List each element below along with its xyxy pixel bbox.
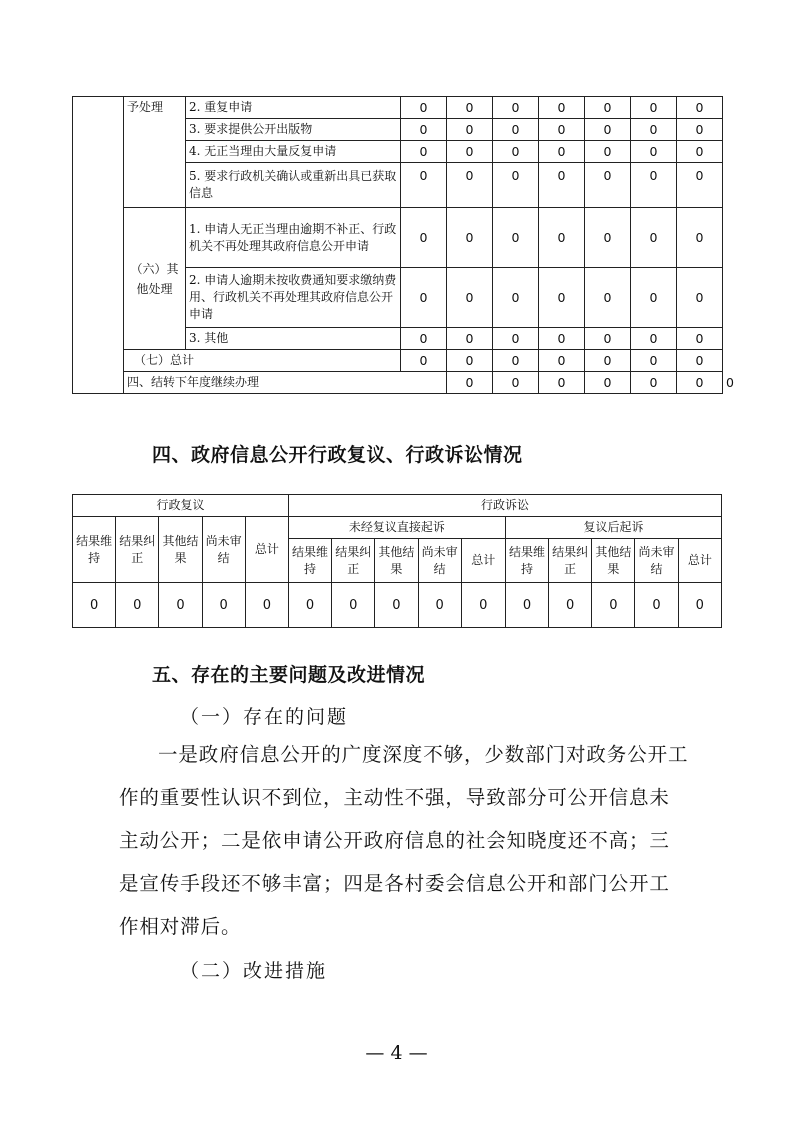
value-cell: 0 <box>678 583 721 628</box>
review-header: 行政复议 <box>73 495 289 517</box>
after-col-header: 其他结果 <box>592 539 635 583</box>
value-cell: 0 <box>539 268 585 328</box>
value-cell: 0 <box>447 372 493 394</box>
value-cell: 0 <box>585 119 631 141</box>
value-cell: 0 <box>493 163 539 208</box>
value-cell: 0 <box>677 119 723 141</box>
value-cell: 0 <box>401 163 447 208</box>
value-cell: 0 <box>585 208 631 268</box>
section-5-heading: 五、存在的主要问题及改进情况 <box>152 664 426 686</box>
after-review-header: 复议后起诉 <box>505 517 721 539</box>
value-cell: 0 <box>585 350 631 372</box>
value-cell: 0 <box>631 372 677 394</box>
value-cell: 0 <box>677 350 723 372</box>
total-row <box>73 350 723 372</box>
litigation-header: 行政诉讼 <box>288 495 721 517</box>
value-cell: 0 <box>539 97 585 119</box>
value-cell: 0 <box>539 372 585 394</box>
value-cell: 0 <box>539 141 585 163</box>
row-label: 1. 申请人无正当理由逾期不补正、行政机关不再处理其政府信息公开申请 <box>186 208 401 268</box>
value-cell: 0 <box>585 163 631 208</box>
value-cell: 0 <box>677 208 723 268</box>
review-litigation-table <box>72 494 722 628</box>
value-cell: 0 <box>493 208 539 268</box>
value-cell: 0 <box>202 583 245 628</box>
value-cell: 0 <box>401 208 447 268</box>
row-label: 四、结转下年度继续办理 <box>124 372 447 394</box>
value-cell: 0 <box>447 208 493 268</box>
section-4-heading: 四、政府信息公开行政复议、行政诉讼情况 <box>152 444 523 466</box>
carry-over-row: 四、结转下年度继续办理 0 0 0 0 0 0 0 <box>73 372 723 394</box>
value-cell: 0 <box>447 141 493 163</box>
value-row <box>73 583 722 628</box>
direct-col-header: 其他结果 <box>375 539 418 583</box>
row-label: 4. 无正当理由大量反复申请 <box>186 141 401 163</box>
value-cell: 0 <box>401 97 447 119</box>
value-cell: 0 <box>447 97 493 119</box>
value-cell: 0 <box>631 268 677 328</box>
value-cell: 0 <box>375 583 418 628</box>
value-cell: 0 <box>447 268 493 328</box>
header-row <box>73 495 722 517</box>
review-col-header: 结果维持 <box>73 517 116 583</box>
value-cell: 0 <box>585 328 631 350</box>
application-handling-table <box>72 96 734 394</box>
value-cell: 0 <box>401 328 447 350</box>
problems-subheading: （一）存在的问题 <box>180 706 349 728</box>
value-cell: 0 <box>401 350 447 372</box>
value-cell: 0 <box>73 583 116 628</box>
after-col-header: 尚未审结 <box>635 539 678 583</box>
value-cell: 0 <box>631 141 677 163</box>
table-row <box>73 208 723 268</box>
value-cell: 0 <box>539 163 585 208</box>
problems-paragraph: 一是政府信息公开的广度深度不够，少数部门对政务公开工作的重要性认识不到位，主动性不强，导致部分可公开信息未主动公开；二是依申请公开政府信息的社会知晓度还不高；三是宣传手段还不够丰富；四是各村委会信息公开和部门公开工作相对滞后。 <box>119 743 689 938</box>
value-cell: 0 <box>539 350 585 372</box>
row-label: 3. 要求提供公开出版物 <box>186 119 401 141</box>
value-cell: 0 <box>677 141 723 163</box>
value-cell: 0 <box>493 372 539 394</box>
value-cell: 0 <box>635 583 678 628</box>
value-cell: 0 <box>505 583 548 628</box>
section-label: （六）其他处理 <box>124 208 186 350</box>
value-cell: 0 <box>493 119 539 141</box>
value-cell: 0 <box>585 141 631 163</box>
header-row <box>73 517 722 539</box>
direct-col-header: 尚未审结 <box>418 539 461 583</box>
value-cell: 0 <box>631 328 677 350</box>
row-label: 3. 其他 <box>186 328 401 350</box>
value-cell: 0 <box>585 372 631 394</box>
review-col-header: 总计 <box>245 517 288 583</box>
review-col-header: 尚未审结 <box>202 517 245 583</box>
value-cell: 0 <box>447 163 493 208</box>
measures-subheading: （二）改进措施 <box>180 960 328 982</box>
value-cell: 0 <box>677 328 723 350</box>
value-cell: 0 <box>631 163 677 208</box>
value-cell: 0 <box>585 268 631 328</box>
section-label: 予处理 <box>124 97 186 208</box>
value-cell: 0 <box>539 328 585 350</box>
review-col-header: 其他结果 <box>159 517 202 583</box>
direct-col-header: 结果维持 <box>288 539 331 583</box>
value-cell: 0 <box>493 97 539 119</box>
direct-col-header: 总计 <box>461 539 505 583</box>
value-cell: 0 <box>116 583 159 628</box>
value-cell: 0 <box>592 583 635 628</box>
blank-cell <box>73 97 124 394</box>
value-cell: 0 <box>493 141 539 163</box>
row-label: （七）总计 <box>124 350 401 372</box>
value-cell: 0 <box>677 268 723 328</box>
after-col-header: 结果纠正 <box>549 539 592 583</box>
value-cell: 0 <box>493 328 539 350</box>
value-cell: 0 <box>447 350 493 372</box>
value-cell: 0 <box>401 268 447 328</box>
direct-suit-header: 未经复议直接起诉 <box>288 517 505 539</box>
value-cell: 0 <box>447 328 493 350</box>
value-cell: 0 <box>549 583 592 628</box>
page-number: — 4 — <box>365 1042 428 1064</box>
value-cell: 0 <box>539 208 585 268</box>
value-cell: 0 <box>288 583 331 628</box>
value-cell: 0 <box>159 583 202 628</box>
value-cell: 0 <box>493 268 539 328</box>
review-col-header: 结果纠正 <box>116 517 159 583</box>
after-col-header: 总计 <box>678 539 721 583</box>
row-label: 5. 要求行政机关确认或重新出具已获取信息 <box>186 163 401 208</box>
value-cell: 0 <box>677 372 723 394</box>
after-col-header: 结果维持 <box>505 539 548 583</box>
value-cell: 0 <box>418 583 461 628</box>
row-label: 2. 申请人逾期未按收费通知要求缴纳费用、行政机关不再处理其政府信息公开申请 <box>186 268 401 328</box>
value-cell: 0 <box>332 583 375 628</box>
value-cell: 0 <box>677 163 723 208</box>
value-cell: 0 <box>539 119 585 141</box>
value-cell: 0 <box>401 141 447 163</box>
value-cell: 0 <box>631 208 677 268</box>
value-cell: 0 <box>461 583 505 628</box>
row-label: 2. 重复申请 <box>186 97 401 119</box>
value-cell: 0 <box>631 97 677 119</box>
value-cell: 0 <box>245 583 288 628</box>
direct-col-header: 结果纠正 <box>332 539 375 583</box>
value-cell: 0 <box>401 119 447 141</box>
value-cell: 0 <box>677 97 723 119</box>
value-cell: 0 <box>631 119 677 141</box>
value-cell: 0 <box>585 97 631 119</box>
value-cell: 0 <box>493 350 539 372</box>
value-cell: 0 <box>447 119 493 141</box>
value-cell: 0 <box>631 350 677 372</box>
table-row <box>73 97 723 119</box>
